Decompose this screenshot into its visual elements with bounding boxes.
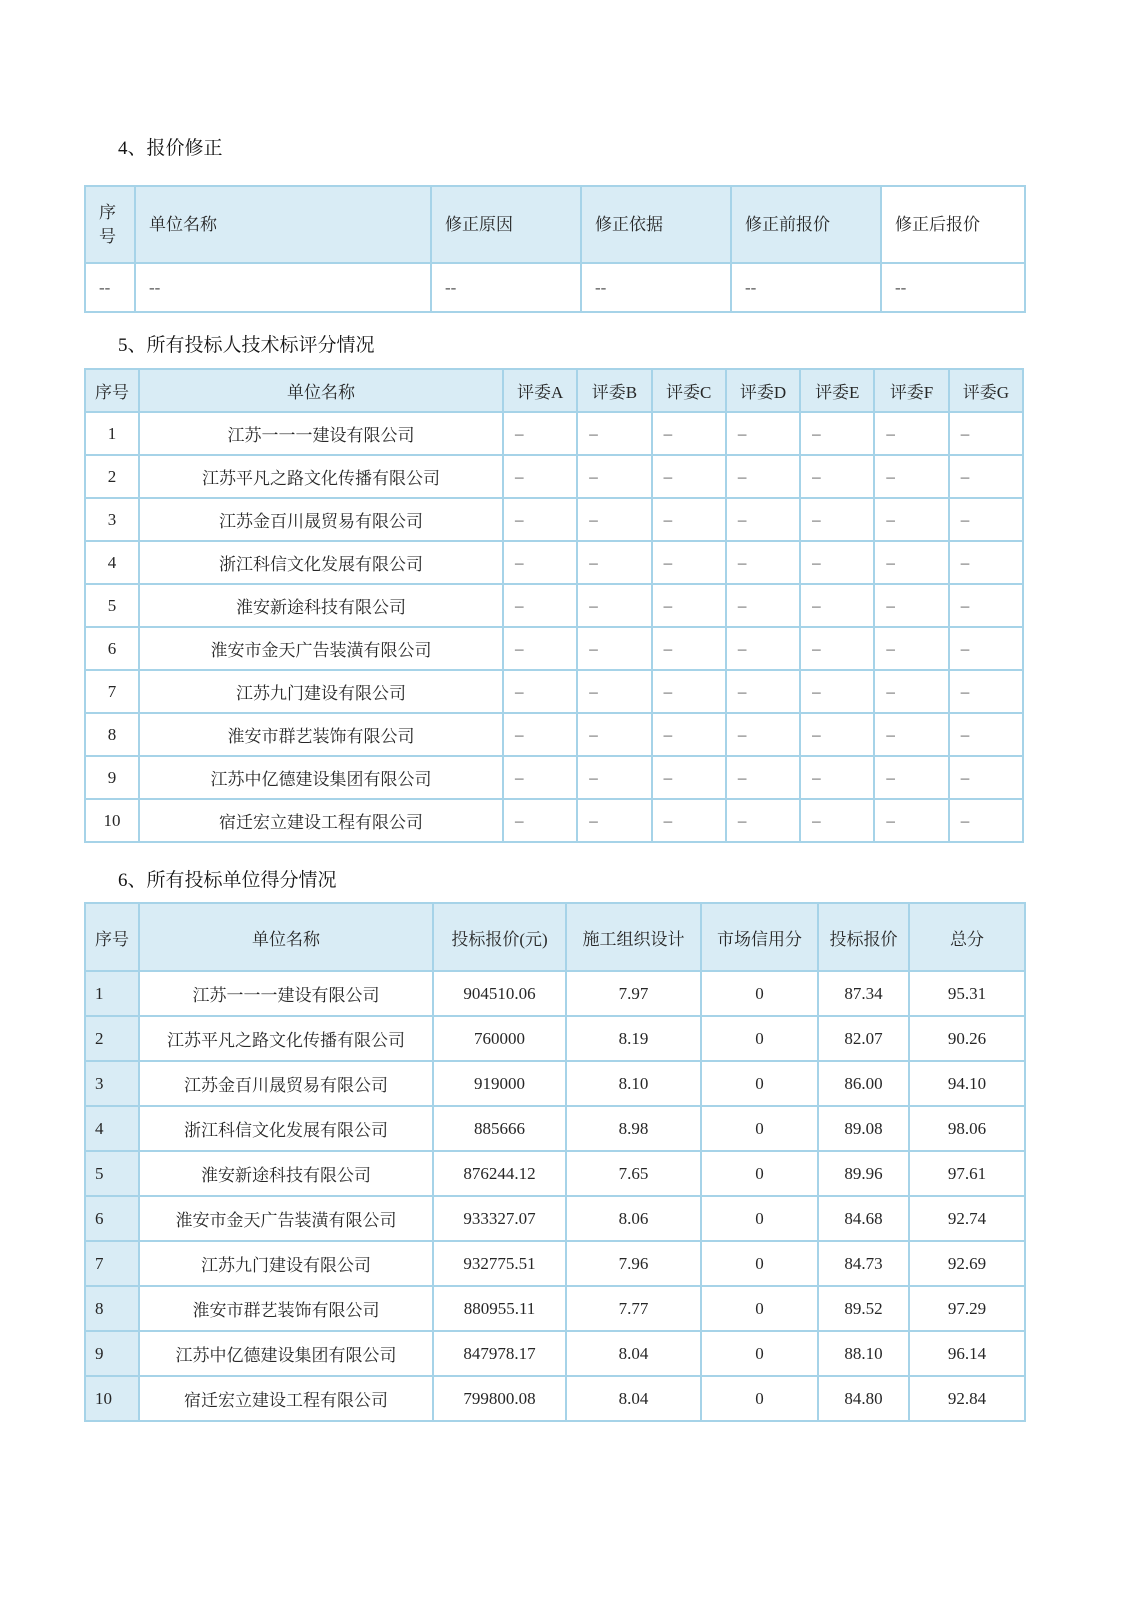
table-cell: – (874, 670, 948, 713)
table-cell: 86.00 (818, 1061, 909, 1106)
column-header: 序号 (85, 903, 139, 971)
table-cell: 7.77 (566, 1286, 701, 1331)
table-cell: -- (881, 263, 1025, 312)
table-cell: – (800, 584, 874, 627)
table-cell: 799800.08 (433, 1376, 566, 1421)
table-cell: 宿迁宏立建设工程有限公司 (139, 799, 503, 842)
table-cell: 97.29 (909, 1286, 1025, 1331)
table-cell: – (726, 498, 800, 541)
table-cell: 0 (701, 1286, 818, 1331)
table-cell: 82.07 (818, 1016, 909, 1061)
table-cell: – (800, 627, 874, 670)
table-row (85, 1106, 1025, 1151)
table-cell: – (577, 713, 651, 756)
table-cell: – (577, 541, 651, 584)
table-cell: 7 (85, 1241, 139, 1286)
table-cell: 89.96 (818, 1151, 909, 1196)
table-cell: – (726, 412, 800, 455)
table-cell: 8.98 (566, 1106, 701, 1151)
table-cell: 885666 (433, 1106, 566, 1151)
table-cell: – (652, 541, 726, 584)
table-cell: – (949, 412, 1023, 455)
table-cell: 1 (85, 412, 139, 455)
table-cell: 江苏平凡之路文化传播有限公司 (139, 455, 503, 498)
table-cell: 0 (701, 1016, 818, 1061)
table-row (85, 1286, 1025, 1331)
table-cell: 880955.11 (433, 1286, 566, 1331)
table-row (85, 412, 1023, 455)
table-cell: – (652, 455, 726, 498)
table-cell: – (726, 541, 800, 584)
table-cell: – (874, 799, 948, 842)
table-cell: – (652, 799, 726, 842)
table-cell: 96.14 (909, 1331, 1025, 1376)
table-row (85, 799, 1023, 842)
column-header: 施工组织设计 (566, 903, 701, 971)
table-cell: 84.68 (818, 1196, 909, 1241)
table-cell: 847978.17 (433, 1331, 566, 1376)
column-header: 评委D (726, 369, 800, 412)
table-cell: 江苏中亿德建设集团有限公司 (139, 1331, 433, 1376)
table-cell: – (503, 756, 577, 799)
table-row (85, 1016, 1025, 1061)
table-cell: – (874, 756, 948, 799)
table-row (85, 455, 1023, 498)
table-cell: – (652, 498, 726, 541)
table-row (85, 1061, 1025, 1106)
table-cell: -- (135, 263, 431, 312)
table-cell: – (726, 713, 800, 756)
table-row (85, 627, 1023, 670)
table-cell: – (652, 627, 726, 670)
table-row (85, 541, 1023, 584)
table-row (85, 1376, 1025, 1421)
table-row (85, 263, 1025, 312)
table-cell: 8.04 (566, 1376, 701, 1421)
table-cell: 淮安新途科技有限公司 (139, 1151, 433, 1196)
table-cell: – (726, 670, 800, 713)
table-cell: 92.84 (909, 1376, 1025, 1421)
column-header: 修正依据 (581, 186, 731, 263)
header-row (85, 369, 1023, 412)
table-cell: – (726, 799, 800, 842)
price-correction-table (84, 185, 1026, 313)
table-cell: – (652, 670, 726, 713)
table-cell: 2 (85, 1016, 139, 1061)
table-cell: -- (431, 263, 581, 312)
table-cell: 8.10 (566, 1061, 701, 1106)
column-header: 修正前报价 (731, 186, 881, 263)
table-cell: 8.19 (566, 1016, 701, 1061)
table-cell: 10 (85, 799, 139, 842)
column-header: 投标报价 (818, 903, 909, 971)
table-cell: 89.52 (818, 1286, 909, 1331)
table-cell: -- (731, 263, 881, 312)
table-cell: 淮安市金天广告装潢有限公司 (139, 627, 503, 670)
table-row (85, 971, 1025, 1016)
table-cell: 0 (701, 1151, 818, 1196)
table-cell: 江苏一一一建设有限公司 (139, 971, 433, 1016)
column-header: 评委E (800, 369, 874, 412)
table-cell: – (874, 627, 948, 670)
table-cell: 8 (85, 1286, 139, 1331)
column-header: 评委G (949, 369, 1023, 412)
table-cell: 7.65 (566, 1151, 701, 1196)
column-header: 评委C (652, 369, 726, 412)
table-cell: 江苏金百川晟贸易有限公司 (139, 1061, 433, 1106)
table-cell: 9 (85, 1331, 139, 1376)
table-row (85, 584, 1023, 627)
table-cell: – (949, 799, 1023, 842)
column-header: 序号 (85, 186, 135, 263)
table-cell: 0 (701, 1331, 818, 1376)
column-header: 评委B (577, 369, 651, 412)
table-cell: 江苏金百川晟贸易有限公司 (139, 498, 503, 541)
table-cell: 8.06 (566, 1196, 701, 1241)
table-cell: – (949, 584, 1023, 627)
table-cell: 淮安新途科技有限公司 (139, 584, 503, 627)
table-cell: 江苏一一一建设有限公司 (139, 412, 503, 455)
column-header: 单位名称 (139, 369, 503, 412)
table-cell: – (503, 713, 577, 756)
table-cell: 97.61 (909, 1151, 1025, 1196)
column-header: 单位名称 (135, 186, 431, 263)
table-cell: 87.34 (818, 971, 909, 1016)
table-row (85, 498, 1023, 541)
table-cell: – (874, 498, 948, 541)
table-cell: – (726, 756, 800, 799)
section-price-correction (0, 136, 1131, 313)
table-cell: 98.06 (909, 1106, 1025, 1151)
section-technical-scores (0, 333, 1131, 843)
table-cell: – (726, 455, 800, 498)
table-row (85, 1241, 1025, 1286)
table-cell: 江苏平凡之路文化传播有限公司 (139, 1016, 433, 1061)
table-cell: 760000 (433, 1016, 566, 1061)
table-cell: – (949, 756, 1023, 799)
table-cell: 淮安市群艺装饰有限公司 (139, 713, 503, 756)
column-header: 修正原因 (431, 186, 581, 263)
table-cell: – (800, 756, 874, 799)
table-cell: 84.80 (818, 1376, 909, 1421)
table-cell: – (949, 541, 1023, 584)
table-cell: 7.96 (566, 1241, 701, 1286)
table-cell: 7 (85, 670, 139, 713)
table-cell: 3 (85, 498, 139, 541)
table-cell: 宿迁宏立建设工程有限公司 (139, 1376, 433, 1421)
table-cell: -- (581, 263, 731, 312)
table-cell: – (503, 541, 577, 584)
section-title-score-summary: 6、所有投标单位得分情况 (118, 870, 337, 891)
table-cell: – (726, 627, 800, 670)
table-cell: -- (85, 263, 135, 312)
section-title-technical-scores: 5、所有投标人技术标评分情况 (118, 335, 375, 356)
table-cell: 932775.51 (433, 1241, 566, 1286)
table-cell: – (577, 498, 651, 541)
table-cell: 8.04 (566, 1331, 701, 1376)
table-cell: 8 (85, 713, 139, 756)
table-row (85, 1196, 1025, 1241)
column-header: 总分 (909, 903, 1025, 971)
table-cell: 94.10 (909, 1061, 1025, 1106)
table-cell: 0 (701, 1061, 818, 1106)
table-row (85, 1331, 1025, 1376)
table-cell: 4 (85, 1106, 139, 1151)
table-cell: – (652, 713, 726, 756)
table-cell: 6 (85, 1196, 139, 1241)
table-cell: 7.97 (566, 971, 701, 1016)
table-cell: 淮安市金天广告装潢有限公司 (139, 1196, 433, 1241)
table-cell: – (577, 455, 651, 498)
table-cell: – (503, 412, 577, 455)
table-cell: 84.73 (818, 1241, 909, 1286)
table-cell: 5 (85, 584, 139, 627)
table-cell: – (949, 670, 1023, 713)
table-cell: 0 (701, 1196, 818, 1241)
table-cell: 92.74 (909, 1196, 1025, 1241)
table-cell: – (800, 498, 874, 541)
table-cell: 5 (85, 1151, 139, 1196)
table-cell: – (726, 584, 800, 627)
table-cell: 95.31 (909, 971, 1025, 1016)
table-cell: – (577, 756, 651, 799)
table-cell: 江苏九门建设有限公司 (139, 670, 503, 713)
column-header: 修正后报价 (881, 186, 1025, 263)
table-cell: – (503, 799, 577, 842)
table-cell: 90.26 (909, 1016, 1025, 1061)
header-row (85, 903, 1025, 971)
table-cell: – (577, 627, 651, 670)
table-cell: – (949, 498, 1023, 541)
table-cell: – (577, 584, 651, 627)
table-cell: 1 (85, 971, 139, 1016)
table-cell: 0 (701, 1106, 818, 1151)
table-cell: – (577, 670, 651, 713)
column-header: 单位名称 (139, 903, 433, 971)
table-cell: 3 (85, 1061, 139, 1106)
table-cell: 淮安市群艺装饰有限公司 (139, 1286, 433, 1331)
table-cell: 9 (85, 756, 139, 799)
table-cell: 0 (701, 971, 818, 1016)
table-cell: 933327.07 (433, 1196, 566, 1241)
table-cell: – (503, 455, 577, 498)
table-cell: 10 (85, 1376, 139, 1421)
table-cell: 919000 (433, 1061, 566, 1106)
section-score-summary (0, 868, 1131, 1422)
table-cell: – (800, 541, 874, 584)
table-cell: – (503, 627, 577, 670)
table-cell: – (800, 670, 874, 713)
table-cell: – (577, 799, 651, 842)
column-header: 评委F (874, 369, 948, 412)
table-cell: 浙江科信文化发展有限公司 (139, 1106, 433, 1151)
table-cell: 89.08 (818, 1106, 909, 1151)
table-cell: 88.10 (818, 1331, 909, 1376)
table-cell: – (874, 541, 948, 584)
table-cell: – (874, 584, 948, 627)
table-cell: 浙江科信文化发展有限公司 (139, 541, 503, 584)
table-cell: – (949, 627, 1023, 670)
table-cell: – (577, 412, 651, 455)
score-summary-table (84, 902, 1026, 1422)
table-cell: – (800, 455, 874, 498)
table-cell: 0 (701, 1376, 818, 1421)
table-cell: – (800, 799, 874, 842)
column-header: 序号 (85, 369, 139, 412)
table-cell: – (874, 713, 948, 756)
table-cell: 876244.12 (433, 1151, 566, 1196)
table-cell: 江苏九门建设有限公司 (139, 1241, 433, 1286)
table-row (85, 713, 1023, 756)
table-row (85, 670, 1023, 713)
table-cell: – (800, 713, 874, 756)
table-cell: 904510.06 (433, 971, 566, 1016)
table-cell: – (503, 584, 577, 627)
table-cell: 江苏中亿德建设集团有限公司 (139, 756, 503, 799)
table-cell: – (503, 498, 577, 541)
table-cell: – (874, 412, 948, 455)
table-cell: – (949, 455, 1023, 498)
table-cell: – (652, 756, 726, 799)
column-header: 市场信用分 (701, 903, 818, 971)
column-header: 投标报价(元) (433, 903, 566, 971)
table-cell: 4 (85, 541, 139, 584)
table-row (85, 1151, 1025, 1196)
table-cell: 92.69 (909, 1241, 1025, 1286)
table-cell: – (949, 713, 1023, 756)
table-cell: – (800, 412, 874, 455)
table-cell: 6 (85, 627, 139, 670)
table-cell: – (874, 455, 948, 498)
table-cell: – (652, 584, 726, 627)
technical-score-table (84, 368, 1024, 843)
table-row (85, 756, 1023, 799)
header-row (85, 186, 1025, 263)
table-cell: 0 (701, 1241, 818, 1286)
table-cell: – (503, 670, 577, 713)
section-title-price-correction: 4、报价修正 (118, 138, 223, 159)
table-cell: 2 (85, 455, 139, 498)
column-header: 评委A (503, 369, 577, 412)
table-cell: – (652, 412, 726, 455)
